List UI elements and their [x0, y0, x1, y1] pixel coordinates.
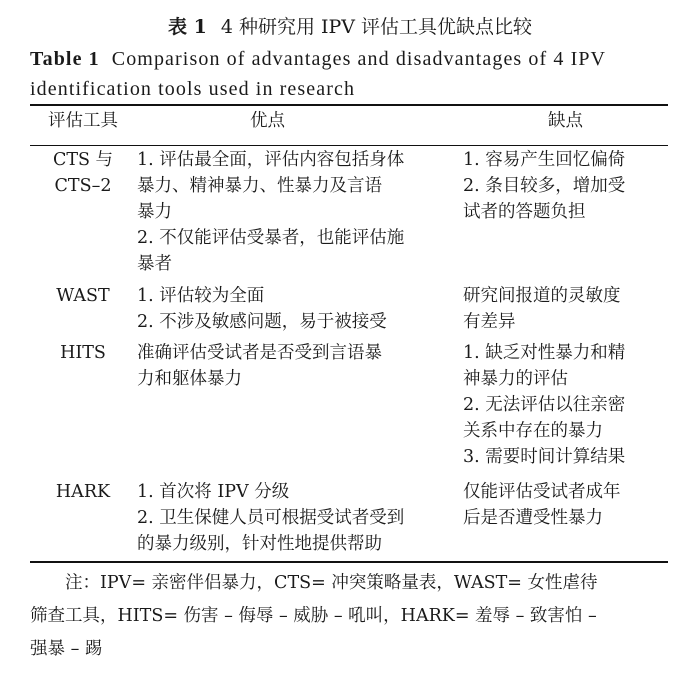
cell-line: 2. 条目较多，增加受	[463, 176, 626, 196]
cell-line: 1. 评估较为全面	[137, 286, 265, 306]
table-caption-en	[30, 44, 670, 104]
cons-cell	[463, 147, 625, 225]
tool-cell	[30, 340, 136, 366]
cell-line: 2. 不涉及敏感问题，易于被接受	[137, 312, 387, 332]
cell-line: 2. 不仅能评估受暴者，也能评估施	[137, 228, 405, 248]
cell-line: 暴力	[137, 202, 172, 222]
cell-line: 1. 缺乏对性暴力和精	[463, 343, 626, 363]
cell-line: 的暴力级别，针对性地提供帮助	[137, 534, 382, 554]
cell-line: 3. 需要时间计算结果	[463, 447, 626, 467]
cell-line: 研究间报道的灵敏度	[463, 286, 621, 306]
tool-cell	[30, 147, 136, 199]
caption-text: Comparison of advantages and disadvantages of 4 IPV identification tools used in research	[30, 48, 606, 100]
cell-line: 暴者	[137, 254, 172, 274]
note-line: 强暴 – 踢	[30, 639, 103, 659]
tool-cell	[30, 479, 136, 505]
cell-line: 暴力、精神暴力、性暴力及言语	[137, 176, 382, 196]
cell-line: 2. 卫生保健人员可根据受试者受到	[137, 508, 405, 528]
cell-line: 准确评估受试者是否受到言语暴	[137, 343, 382, 363]
header-rule	[30, 145, 668, 146]
table-top-rule	[30, 104, 668, 106]
cell-line: 关系中存在的暴力	[463, 421, 603, 441]
cell-line: 1. 评估最全面，评估内容包括身体	[137, 150, 405, 170]
cell-line: 试者的答题负担	[463, 202, 586, 222]
cell-line: CTS–2	[54, 176, 112, 196]
cell-line: 神暴力的评估	[463, 369, 568, 389]
cell-line: CTS 与	[52, 150, 114, 170]
caption-label: 表 1	[167, 16, 207, 38]
cell-line: 有差异	[463, 312, 516, 332]
cell-line: WAST	[56, 286, 110, 306]
pros-cell	[137, 340, 382, 392]
cons-cell	[463, 479, 621, 531]
tool-cell	[30, 283, 136, 309]
cell-line: 1. 首次将 IPV 分级	[137, 482, 290, 502]
header-cons: 缺点	[548, 111, 583, 131]
cell-line: 仅能评估受试者成年	[463, 482, 621, 502]
pros-cell	[137, 147, 404, 277]
cell-line: 2. 无法评估以往亲密	[463, 395, 626, 415]
pros-cell	[137, 283, 387, 335]
cell-line: 力和躯体暴力	[137, 369, 242, 389]
table-bottom-rule	[30, 561, 668, 563]
caption-text: 4 种研究用 IPV 评估工具优缺点比较	[220, 16, 533, 38]
note-line: 筛查工具，HITS= 伤害 – 侮辱 – 威胁 – 吼叫，HARK= 羞辱 – 致害怕 –	[30, 606, 597, 626]
cons-cell	[463, 283, 621, 335]
table-note	[30, 567, 670, 666]
header-pros: 优点	[250, 111, 285, 131]
note-line: 注：IPV= 亲密伴侣暴力，CTS= 冲突策略量表，WAST= 女性虐待	[30, 573, 598, 593]
pros-cell	[137, 479, 404, 557]
cell-line: 1. 容易产生回忆偏倚	[463, 150, 626, 170]
header-tool: 评估工具	[48, 111, 118, 131]
table-caption-cn	[0, 12, 700, 39]
cell-line: 后是否遭受性暴力	[463, 508, 603, 528]
caption-label: Table 1	[30, 48, 100, 70]
cell-line: HARK	[55, 482, 111, 502]
cons-cell	[463, 340, 625, 470]
cell-line: HITS	[60, 343, 106, 363]
